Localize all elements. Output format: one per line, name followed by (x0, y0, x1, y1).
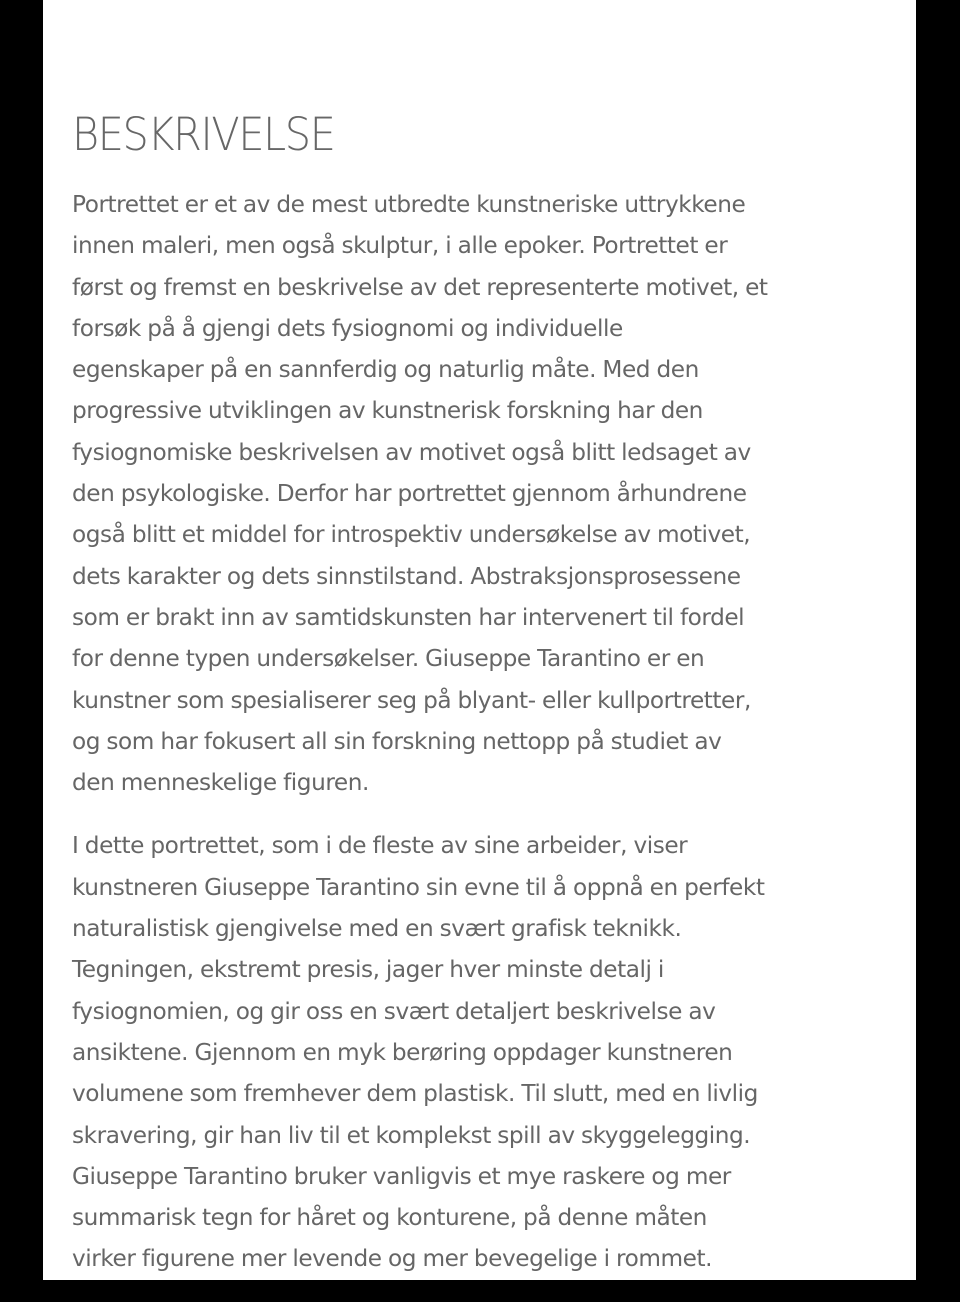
text-line: den psykologiske. Derfor har portrettet gjennom århundrene (72, 480, 747, 508)
description-paragraph-2 (72, 825, 872, 1279)
text-line: den menneskelige figuren. (72, 769, 369, 797)
text-line: og som har fokusert all sin forskning nettopp på studiet av (72, 727, 722, 755)
text-line: dets karakter og dets sinnstilstand. Abstraksjonsprosessene (72, 562, 741, 590)
description-paragraph-1 (72, 184, 872, 803)
text-line: som er brakt inn av samtidskunsten har intervenert til fordel (72, 603, 745, 631)
text-line: først og fremst en beskrivelse av det representerte motivet, et (72, 273, 768, 301)
text-line: forsøk på å gjengi dets fysiognomi og individuelle (72, 314, 623, 342)
text-line: I dette portrettet, som i de fleste av sine arbeider, viser (72, 832, 688, 860)
text-line: naturalistisk gjengivelse med en svært grafisk teknikk. (72, 915, 682, 943)
text-line: egenskaper på en sannferdig og naturlig måte. Med den (72, 356, 699, 384)
description-section (72, 104, 872, 1302)
text-line: Tegningen, ekstremt presis, jager hver minste detalj i (72, 956, 664, 984)
text-line: Giuseppe Tarantino bruker vanligvis et mye raskere og mer (72, 1162, 731, 1190)
text-line: fysiognomien, og gir oss en svært detaljert beskrivelse av (72, 997, 716, 1025)
text-line: volumene som fremhever dem plastisk. Til slutt, med en livlig (72, 1080, 758, 1108)
text-line: ansiktene. Gjennom en myk berøring oppdager kunstneren (72, 1038, 733, 1066)
text-line: progressive utviklingen av kunstnerisk forskning har den (72, 397, 703, 425)
text-line: for denne typen undersøkelser. Giuseppe Tarantino er en (72, 645, 705, 673)
text-line: skravering, gir han liv til et komplekst spill av skyggelegging. (72, 1121, 751, 1149)
text-line: Portrettet er et av de mest utbredte kunstneriske uttrykkene (72, 191, 746, 218)
text-line: også blitt et middel for introspektiv undersøkelse av motivet, (72, 521, 751, 549)
text-line: kunstneren Giuseppe Tarantino sin evne til å oppnå en perfekt (72, 873, 765, 901)
text-line: kunstner som spesialiserer seg på blyant- eller kullportretter, (72, 686, 751, 714)
text-line: innen maleri, men også skulptur, i alle epoker. Portrettet er (72, 232, 728, 260)
text-line: summarisk tegn for håret og konturene, på denne måten (72, 1204, 707, 1232)
content-page (43, 0, 916, 1280)
text-line: fysiognomiske beskrivelsen av motivet også blitt ledsaget av (72, 438, 751, 466)
section-heading: BESKRIVELSE (72, 108, 335, 161)
text-line: virker figurene mer levende og mer bevegelige i rommet. (72, 1245, 713, 1273)
